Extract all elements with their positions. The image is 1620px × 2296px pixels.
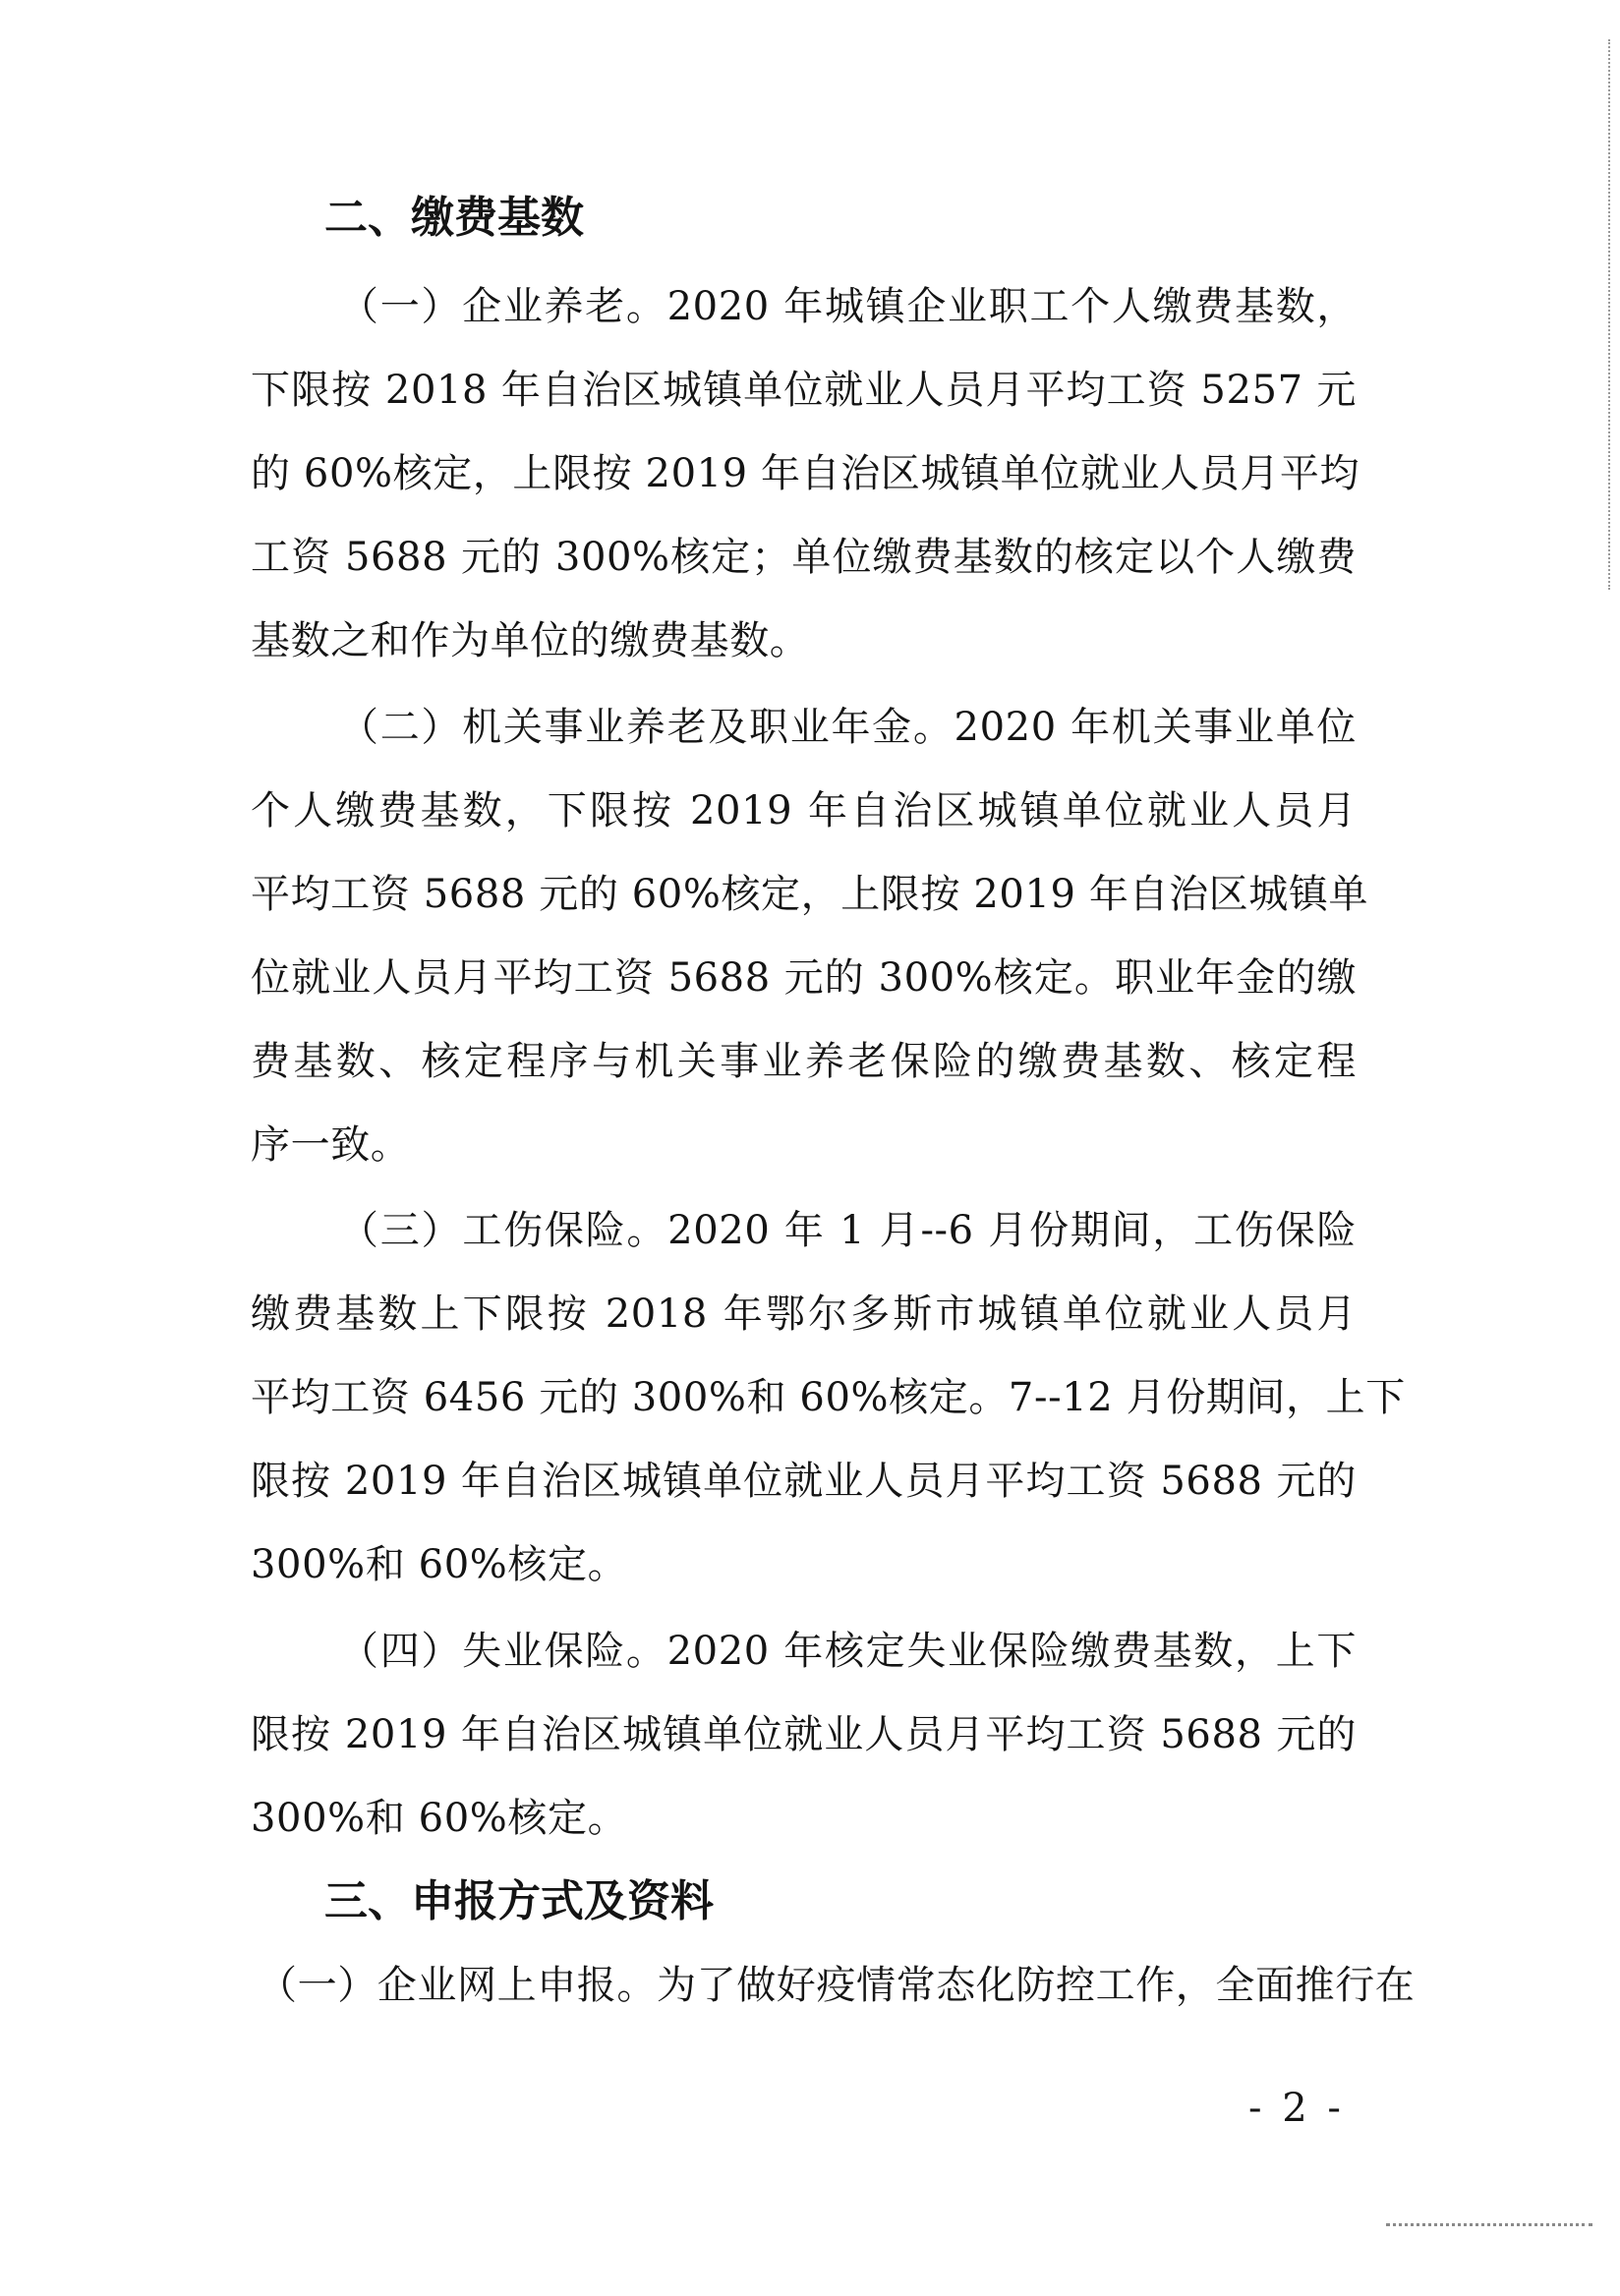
paragraph-line: 费基数、核定程序与机关事业养老保险的缴费基数、核定程	[251, 1039, 1357, 1084]
paragraph-line: 300%和 60%核定。	[251, 1542, 628, 1587]
paragraph-line: 基数之和作为单位的缴费基数。	[251, 618, 810, 663]
paragraph-line: 限按 2019 年自治区城镇单位就业人员月平均工资 5688 元的	[251, 1459, 1357, 1504]
paragraph-line: （一）企业养老。2020 年城镇企业职工个人缴费基数，	[339, 284, 1357, 329]
page-number: - 2 -	[1248, 2086, 1345, 2131]
paragraph-line: 300%和 60%核定。	[251, 1796, 628, 1841]
paragraph-line: 位就业人员月平均工资 5688 元的 300%核定。职业年金的缴	[251, 955, 1357, 1001]
section-heading-contribution-base: 二、缴费基数	[324, 193, 584, 243]
paragraph-line: 下限按 2018 年自治区城镇单位就业人员月平均工资 5257 元	[251, 368, 1357, 413]
paragraph-line: 限按 2019 年自治区城镇单位就业人员月平均工资 5688 元的	[251, 1712, 1357, 1757]
paragraph-line: （一）企业网上申报。为了做好疫情常态化防控工作，全面推行在	[258, 1963, 1416, 2008]
scan-margin-marks	[1608, 39, 1614, 590]
paragraph-line: 序一致。	[251, 1122, 411, 1168]
scan-noise-dots	[1386, 2223, 1592, 2232]
paragraph-line: （四）失业保险。2020 年核定失业保险缴费基数，上下	[339, 1629, 1357, 1674]
paragraph-line: 平均工资 5688 元的 60%核定，上限按 2019 年自治区城镇单	[251, 872, 1369, 917]
section-heading-filing-method: 三、申报方式及资料	[324, 1876, 714, 1926]
paragraph-line: 工资 5688 元的 300%核定；单位缴费基数的核定以个人缴费	[251, 535, 1357, 580]
paragraph-line: 个人缴费基数，下限按 2019 年自治区城镇单位就业人员月	[251, 788, 1357, 833]
paragraph-line: 的 60%核定，上限按 2019 年自治区城镇单位就业人员月平均	[251, 451, 1360, 496]
paragraph-line: （二）机关事业养老及职业年金。2020 年机关事业单位	[339, 705, 1357, 750]
paragraph-line: （三）工伤保险。2020 年 1 月--6 月份期间，工伤保险	[339, 1208, 1357, 1253]
paragraph-line: 平均工资 6456 元的 300%和 60%核定。7--12 月份期间，上下	[251, 1375, 1406, 1420]
paragraph-line: 缴费基数上下限按 2018 年鄂尔多斯市城镇单位就业人员月	[251, 1292, 1357, 1337]
